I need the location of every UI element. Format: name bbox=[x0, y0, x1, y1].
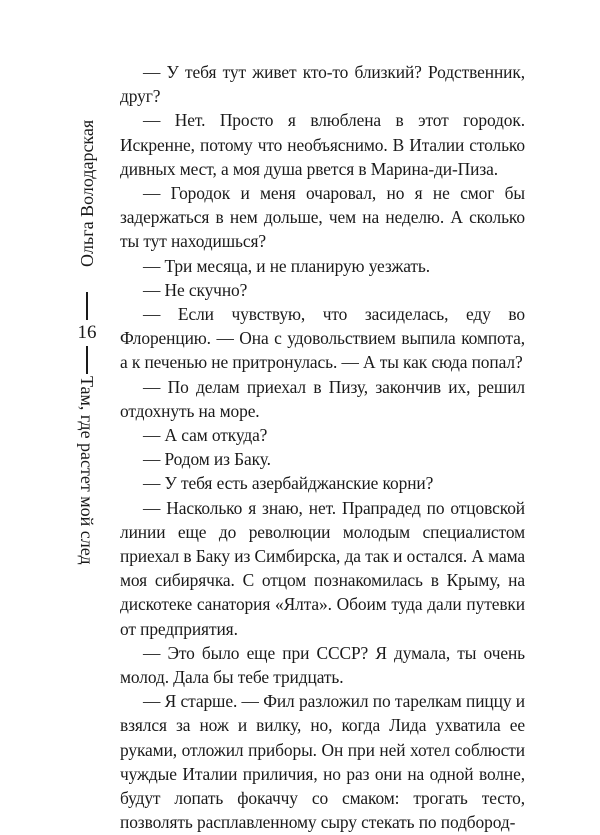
divider-rule-bottom bbox=[86, 346, 88, 374]
paragraph: — Если чувствую, что засиделась, еду во Флоренцию. — Она с удовольствием выпила компота, а к печенью не притронулась. — А ты как сюда попал? bbox=[120, 304, 525, 373]
paragraph: — Не скучно? bbox=[143, 279, 248, 300]
body-text bbox=[120, 60, 525, 835]
divider-rule-top bbox=[86, 292, 88, 320]
paragraph: — Насколько я знаю, нет. Прапрадед по отцовской линии еще до революции молодым специалистом приехал в Баку из Симбирска, да так и остался. А мама моя сибирячка. С отцом познакомилась в Крыму, на дискотеке санатория «Ялта». Обоим туда дали путевки от предприятия. bbox=[120, 497, 525, 639]
paragraph: — Городок и меня очаровал, но я не смог бы задержаться в нем дольше, чем на неделю. А сколько ты тут находишься? bbox=[120, 183, 525, 252]
paragraph: — Нет. Просто я влюблена в этот городок. Искренне, потому что необъяснимо. В Италии столько дивных мест, а моя душа рвется в Марина-ди-Пиза. bbox=[120, 110, 525, 179]
running-head bbox=[72, 98, 102, 658]
paragraph: — Это было еще при СССР? Я думала, ты очень молод. Дала бы тебе тридцать. bbox=[120, 642, 525, 688]
paragraph: — Я старше. — Фил разложил по тарелкам пиццу и взялся за нож и вилку, но, когда Лида ухватила ее руками, отложил приборы. Он при ней хотел соблюсти чуждые Италии приличия, но раз они на одной волне, будут лопать фокаччу со смаком: трогать тесто, позволять расплавленному сыру стекать по подбород- bbox=[120, 691, 525, 833]
author-name: Ольга Володарская bbox=[77, 119, 97, 267]
paragraph: — По делам приехал в Пизу, закончив их, решил отдохнуть на море. bbox=[120, 376, 525, 421]
book-title: Там, где растет мой след bbox=[77, 376, 97, 565]
paragraph: — У тебя есть азербайджанские корни? bbox=[143, 473, 434, 494]
paragraph: — У тебя тут живет кто-то близкий? Родственник, друг? bbox=[120, 62, 525, 107]
paragraph: — Родом из Баку. bbox=[143, 449, 271, 470]
paragraph: — Три месяца, и не планирую уезжать. bbox=[143, 255, 431, 276]
page-number: 16 bbox=[77, 322, 97, 343]
paragraph: — А сам откуда? bbox=[143, 425, 268, 446]
